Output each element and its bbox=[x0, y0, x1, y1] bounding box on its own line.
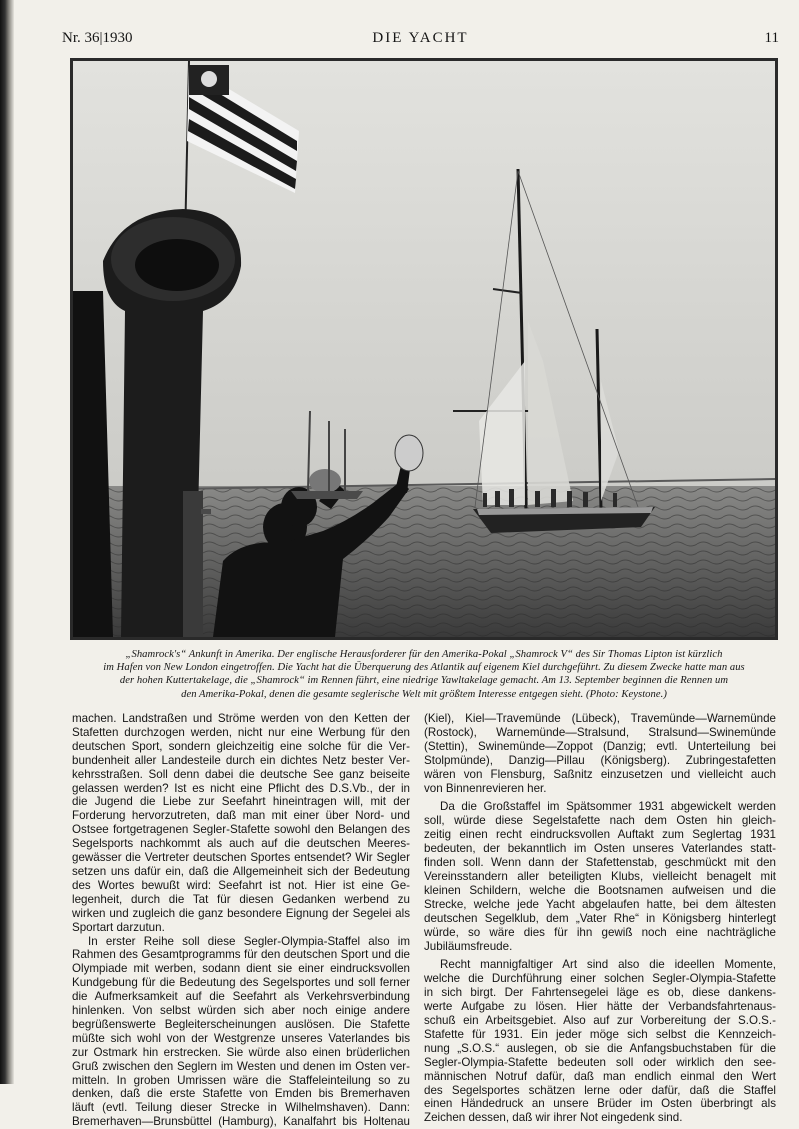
text-line: des Wortes bewußt wird: Seefahrt ist not. Hier ist eine Ge- bbox=[72, 879, 410, 893]
photograph bbox=[70, 58, 778, 640]
text-line: Strecke, welche jede Yacht abgelaufen hatte, bei dem ältesten bbox=[424, 898, 776, 912]
text-line: gelassen werden? Ist es nicht eine Pflicht des D.S.Vb., der in bbox=[72, 782, 410, 796]
caption-line: der hohen Kuttertakelage, die „Shamrock“ im Rennen führt, eine niedrige Yawltakelage gemacht. Am 13. September beginnen die Rennen um bbox=[72, 674, 776, 687]
text-line: Da die Großstaffel im Spätsommer 1931 abgewickelt werden bbox=[424, 800, 776, 814]
text-line: begrüßenswerte Begleiterscheinungen auslösen. Die Stafette bbox=[72, 1018, 410, 1032]
issue-number: Nr. 36|1930 bbox=[62, 30, 133, 47]
text-line: Segelsports nachkommt als auch auf die deutschen Meeres- bbox=[72, 837, 410, 851]
text-line: nung „S.O.S.“ auslegen, ob sie die Anfangsbuchstaben für die bbox=[424, 1042, 776, 1056]
text-line: finden soll. Wenn dann der Stafettenstab, geschmückt mit den bbox=[424, 856, 776, 870]
article-column-right bbox=[424, 712, 776, 1125]
text-line: die Jugend die Liebe zur Seefahrt hineintragen will, mit der bbox=[72, 795, 410, 809]
text-line: deutschen Sport, sondern gleichzeitig eine solche für die Ver- bbox=[72, 740, 410, 754]
text-line: legenheit, durch die Tat für diesen Gedanken werbend zu bbox=[72, 893, 410, 907]
text-line: Rahmen des Gesamtprogramms für den deutschen Sport und die bbox=[72, 948, 410, 962]
text-line: schuß ein Arbeitsgebiet. Also auf zur Vorbereitung der S.O.S.- bbox=[424, 1014, 776, 1028]
text-line: wirken und zugleich die ganz besondere Eignung der Segelei als bbox=[72, 907, 410, 921]
text-line: Recht mannigfaltiger Art sind also die ideellen Momente, bbox=[424, 958, 776, 972]
text-line: kleinen Schildern, welche die Bootsnamen aufweisen und die bbox=[424, 884, 776, 898]
text-line: Bremerhaven—Brunsbüttel (Hamburg), Kanalfahrt bis Holtenau bbox=[72, 1115, 410, 1129]
text-line: gewässer die Vertreter deutschen Sportes entsendet? Wir Segler bbox=[72, 851, 410, 865]
text-line: von Binnenrevieren her. bbox=[424, 782, 776, 796]
text-line: Stafette für 1931. Ein jeder möge sich selbst die Kennzeich- bbox=[424, 1028, 776, 1042]
text-line: zur Ostmark hin erstrecken. Sie würde also einen brüderlichen bbox=[72, 1046, 410, 1060]
text-line: machen. Landstraßen und Ströme werden von den Ketten der bbox=[72, 712, 410, 726]
text-line: In erster Reihe soll diese Segler-Olympia-Staffel also im bbox=[72, 935, 410, 949]
paragraph bbox=[424, 712, 776, 795]
text-line: Olympiade mit werben, sodann dient sie einer eindrucksvollen bbox=[72, 962, 410, 976]
text-line: (Stettin), Swinemünde—Zoppot (Danzig; evtl. Unterteilung bei bbox=[424, 740, 776, 754]
text-line: denken, daß die erste Stafette von Emden bis Bremerhaven bbox=[72, 1087, 410, 1101]
caption-line: den Amerika-Pokal, denen die gesamte seglerische Welt mit größtem Interesse entgegen sieht. (Photo: Keystone.) bbox=[72, 688, 776, 701]
running-header bbox=[62, 30, 779, 54]
text-line: hinlenken. Von selbst würden sich aber noch einige andere bbox=[72, 1004, 410, 1018]
text-line: des Segelsportes schätzen lerne oder dafür, daß die Staffel bbox=[424, 1084, 776, 1098]
text-line: Zeichen dessen, daß wir ihrer Not eingedenk sind. bbox=[424, 1111, 776, 1125]
text-line: läuft (evtl. Teilung dieser Strecke in Wilhelmshaven). Dann: bbox=[72, 1101, 410, 1115]
text-line: zeitig einen recht eindrucksvollen Auftakt zum Seglertag 1931 bbox=[424, 828, 776, 842]
text-line: müßte sich wohl von der Westgrenze unseres Vaterlandes bis bbox=[72, 1032, 410, 1046]
text-line: (Rostock), Warnemünde—Stralsund, Stralsund—Swinemünde bbox=[424, 726, 776, 740]
paragraph bbox=[72, 935, 410, 1129]
text-line: Ostsee fortgetragenen Segler-Stafette sowohl den Belangen des bbox=[72, 823, 410, 837]
text-line: werte Aufgabe zu lösen. Hier hätte der Verbandsfahrtenaus- bbox=[424, 1000, 776, 1014]
text-line: Vereinsstandern aller beteiligten Klubs, vielleicht benagelt mit bbox=[424, 870, 776, 884]
text-line: Gruß zwischen den Seglern im Westen und denen im Osten ver- bbox=[72, 1060, 410, 1074]
paragraph bbox=[424, 958, 776, 1125]
paragraph bbox=[72, 712, 410, 935]
text-line: Kundgebung für die Bedeutung des Segelsportes und soll ferner bbox=[72, 976, 410, 990]
text-line: (Kiel), Kiel—Travemünde (Lübeck), Travemünde—Warnemünde bbox=[424, 712, 776, 726]
text-line: Sportart darzutun. bbox=[72, 921, 410, 935]
article-column-left bbox=[72, 712, 410, 1129]
magazine-title: DIE YACHT bbox=[62, 30, 779, 47]
text-line: einen Händedruck an unsere Brüder im Osten überbringt als bbox=[424, 1097, 776, 1111]
text-line: mitteln. In groben Umrissen wäre die Staffeleinteilung so zu bbox=[72, 1074, 410, 1088]
photograph-shamrock-arrival bbox=[73, 61, 775, 637]
caption-line: im Hafen von New London eingetroffen. Die Yacht hat die Überquerung des Atlantik auf eigenem Kiel durchgeführt. Zu diesem Zwecke hatte man aus bbox=[72, 661, 776, 674]
page-number: 11 bbox=[765, 30, 779, 47]
text-line: soll, würde diese Segelstafette nach dem Osten hin gleich- bbox=[424, 814, 776, 828]
text-line: die Aufmerksamkeit auf die Seefahrt als Verkehrsverbindung bbox=[72, 990, 410, 1004]
text-line: Forderung hervorzutreten, daß man mit einer über Nord- und bbox=[72, 809, 410, 823]
text-line: Jubiläumsfreude. bbox=[424, 940, 776, 954]
text-line: deutschen Segelklub, dem „Vater Rhe“ in Königsberg hinterlegt bbox=[424, 912, 776, 926]
text-line: bedeuten, der bekanntlich im Osten unseres Vaterlandes statt- bbox=[424, 842, 776, 856]
text-line: männischen Notruf dafür, daß man endlich einmal den Wert bbox=[424, 1070, 776, 1084]
text-line: Stolpmünde), Danzig—Pillau (Königsberg). Zubringestafetten bbox=[424, 754, 776, 768]
caption-line: „Shamrock's“ Ankunft in Amerika. Der englische Herausforderer für den Amerika-Pokal „Shamrock V“ des Sir Thomas Lipton ist kürzlich bbox=[72, 648, 776, 661]
text-line: Segler-Olympia-Stafette bedeuten soll oder wirklich den see- bbox=[424, 1056, 776, 1070]
paragraph bbox=[424, 800, 776, 953]
text-line: Stafetten durchzogen werden, nicht nur eine Werbung für den bbox=[72, 726, 410, 740]
text-line: bundenheit aller Landesteile durch ein dichtes Netz bester Ver- bbox=[72, 754, 410, 768]
text-line: würde, so wäre dies für ihn gewiß noch eine nachträgliche bbox=[424, 926, 776, 940]
text-line: welche die Durchführung einer solchen Segler-Olympia-Stafette bbox=[424, 972, 776, 986]
text-line: in sich birgt. Der Fahrtensegelei läge es ob, diese dankens- bbox=[424, 986, 776, 1000]
text-line: kehrsstraßen. Soll denn dabei die deutsche See ganz beiseite bbox=[72, 768, 410, 782]
photo-caption bbox=[72, 648, 776, 701]
text-line: wären von Flensburg, Saßnitz einzusetzen und vielleicht auch bbox=[424, 768, 776, 782]
text-line: setzen uns dafür ein, daß die Allgemeinheit sich der Bedeutung bbox=[72, 865, 410, 879]
page-binding-edge bbox=[0, 0, 14, 1084]
